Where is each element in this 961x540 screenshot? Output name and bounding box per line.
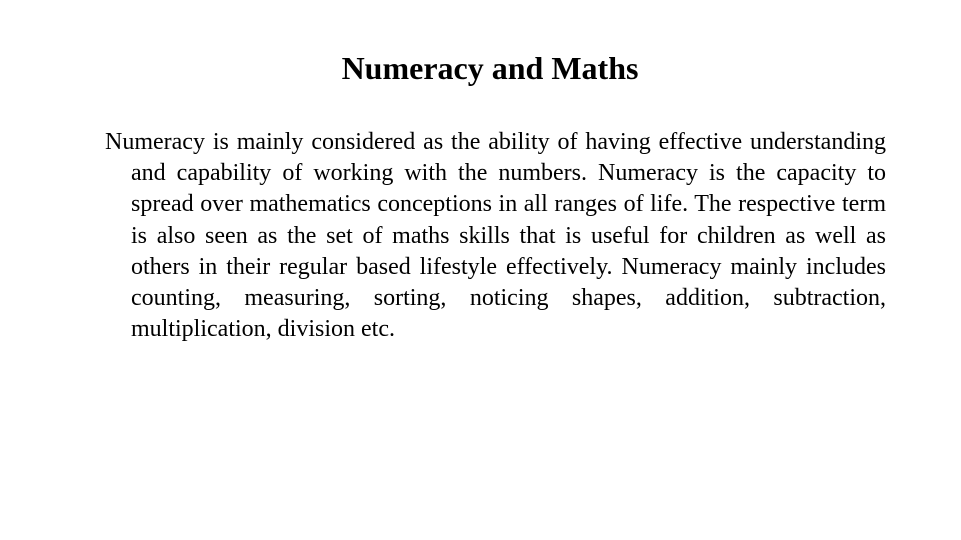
- slide-title: Numeracy and Maths: [341, 50, 639, 86]
- slide-body-text: Numeracy is mainly considered as the ability of having effective understanding and capability of working with the numbers. Numeracy is the capacity to spread over mathematics conceptions in all ranges of life. The respective term is also seen as the set of maths skills that is useful for children as well as others in their regular based lifestyle effectively. Numeracy mainly includes counting, measuring, sorting, noticing shapes, addition, subtraction, multiplication, division etc.: [105, 129, 886, 343]
